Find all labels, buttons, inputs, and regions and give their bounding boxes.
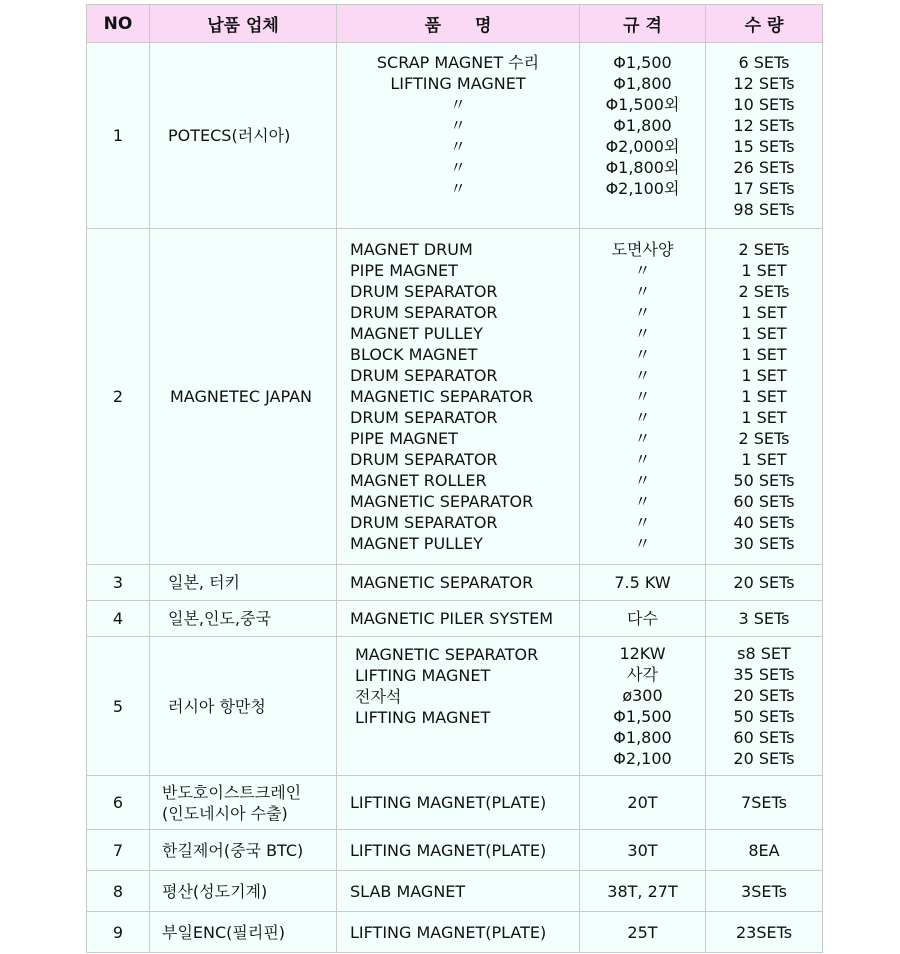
item-name-list [350, 881, 579, 902]
qty-value: 1 SET [741, 261, 787, 280]
qty-value: 2 SETs [738, 282, 790, 301]
qty-value: 1 SET [741, 366, 787, 385]
table-row [87, 229, 823, 565]
spec-value: 다수 [627, 609, 658, 628]
row-number: 4 [87, 601, 150, 637]
qty-value-list [706, 572, 822, 593]
item-name-list [350, 239, 579, 554]
item-cell [337, 565, 580, 601]
row-number: 3 [87, 565, 150, 601]
item-name-list [350, 840, 579, 861]
table-row [87, 601, 823, 637]
item-name: PIPE MAGNET [350, 261, 458, 280]
item-name: PIPE MAGNET [350, 429, 458, 448]
item-name: MAGNETIC PILER SYSTEM [350, 609, 554, 628]
qty-cell [706, 565, 823, 601]
spec-value-list [580, 608, 705, 629]
spec-value-list [580, 840, 705, 861]
header-row [87, 5, 823, 43]
row-number: 8 [87, 871, 150, 912]
qty-value: 12 SETs [733, 73, 795, 93]
item-name: DRUM SEPARATOR [350, 513, 498, 532]
spec-value: 38T, 27T [607, 881, 678, 901]
spec-value: Φ1,500외 [605, 94, 680, 114]
spec-value: 사각 [627, 665, 658, 684]
spec-value: 〃 [634, 387, 651, 406]
row-number: 1 [87, 43, 150, 229]
spec-cell [580, 637, 706, 776]
header-qty: 수 량 [706, 5, 823, 43]
item-name: 〃 [449, 178, 466, 198]
item-name: DRUM SEPARATOR [350, 303, 498, 322]
item-name: LIFTING MAGNET(PLATE) [350, 922, 547, 942]
qty-value: 8EA [748, 840, 780, 860]
qty-cell [706, 43, 823, 229]
spec-cell [580, 43, 706, 229]
spec-value-list [580, 52, 705, 199]
qty-value: 98 SETs [733, 199, 795, 219]
qty-value-list [706, 922, 822, 943]
item-name: MAGNET DRUM [350, 240, 473, 259]
spec-value: Φ1,800 [613, 728, 672, 747]
row-number: 9 [87, 912, 150, 953]
item-cell [337, 776, 580, 830]
item-name: 〃 [449, 115, 466, 135]
table-row [87, 871, 823, 912]
qty-value-list [706, 840, 822, 861]
spec-value: 〃 [634, 366, 651, 385]
item-cell [337, 601, 580, 637]
row-number: 5 [87, 637, 150, 776]
vendor-name: MAGNETEC JAPAN [170, 387, 313, 406]
vendor-name: 일본, 터키 [168, 573, 240, 592]
vendor-cell [150, 565, 337, 601]
spec-value: 〃 [634, 492, 651, 511]
qty-value: 10 SETs [733, 94, 795, 114]
qty-value: 1 SET [741, 450, 787, 469]
qty-cell [706, 229, 823, 565]
item-name: MAGNETIC SEPARATOR [355, 645, 539, 664]
spec-value-list [580, 881, 705, 902]
item-name: 〃 [449, 136, 466, 156]
table-body [87, 43, 823, 953]
spec-value: 〃 [634, 408, 651, 427]
qty-value: 17 SETs [733, 178, 795, 198]
spec-value: Φ2,100외 [605, 178, 680, 198]
qty-value: 60 SETs [733, 492, 795, 511]
item-cell [337, 43, 580, 229]
row-number: 7 [87, 830, 150, 871]
spec-cell [580, 229, 706, 565]
qty-value: s8 SET [737, 644, 791, 663]
qty-value: 3 SETs [738, 609, 790, 628]
table-row [87, 565, 823, 601]
item-name: 전자석 [355, 687, 402, 706]
spec-cell [580, 912, 706, 953]
qty-value: 35 SETs [733, 665, 795, 684]
row-number: 6 [87, 776, 150, 830]
spec-value: 12KW [619, 644, 666, 663]
qty-value-list [706, 881, 822, 902]
vendor-cell [150, 43, 337, 229]
spec-value-list [580, 922, 705, 943]
vendor-name: POTECS(러시아) [168, 126, 291, 145]
qty-value: 2 SETs [738, 429, 790, 448]
spec-value: Φ1,500 [613, 52, 672, 72]
item-name: MAGNET ROLLER [350, 471, 487, 490]
item-name: DRUM SEPARATOR [350, 282, 498, 301]
vendor-name: 부일ENC(필리핀) [162, 922, 286, 942]
delivery-table [86, 4, 823, 953]
qty-value-list [706, 608, 822, 629]
qty-cell [706, 912, 823, 953]
spec-value: 〃 [634, 471, 651, 490]
qty-value: 20 SETs [733, 686, 795, 705]
spec-value: 30T [627, 840, 658, 860]
item-name-list [350, 608, 579, 629]
vendor-cell [150, 776, 337, 830]
qty-value: 1 SET [741, 303, 787, 322]
spec-value: 도면사양 [611, 240, 674, 259]
item-cell [337, 871, 580, 912]
spec-value-list [580, 572, 705, 593]
spec-value: 〃 [634, 303, 651, 322]
table-row [87, 830, 823, 871]
spec-value: Φ1,500 [613, 707, 672, 726]
item-name-list [355, 644, 579, 728]
qty-value: 2 SETs [738, 240, 790, 259]
item-name-list [350, 572, 579, 593]
qty-value-list [706, 52, 822, 220]
item-name: SCRAP MAGNET 수리 [376, 52, 540, 72]
qty-value: 20 SETs [733, 573, 795, 592]
item-name: LIFTING MAGNET(PLATE) [350, 840, 547, 860]
spec-value: 20T [627, 793, 658, 812]
header-vendor: 납품 업체 [150, 5, 337, 43]
qty-value: 1 SET [741, 408, 787, 427]
spec-value-list [580, 239, 705, 554]
item-name-list [350, 922, 579, 943]
item-name: MAGNETIC SEPARATOR [350, 387, 534, 406]
spec-value: Φ1,800 [613, 73, 672, 93]
vendor-cell [150, 601, 337, 637]
vendor-name: 한길제어(중국 BTC) [162, 840, 304, 860]
spec-value: 25T [627, 922, 658, 942]
qty-value: 7SETs [741, 793, 787, 812]
vendor-cell [150, 830, 337, 871]
item-cell [337, 229, 580, 565]
item-name: LIFTING MAGNET [355, 708, 491, 727]
qty-value: 1 SET [741, 345, 787, 364]
qty-value: 6 SETs [738, 52, 790, 72]
qty-value: 30 SETs [733, 534, 795, 553]
qty-value: 26 SETs [733, 157, 795, 177]
qty-value: 12 SETs [733, 115, 795, 135]
item-name: MAGNET PULLEY [350, 324, 483, 343]
spec-value: 〃 [634, 513, 651, 532]
item-name: MAGNETIC SEPARATOR [350, 573, 534, 592]
qty-value: 1 SET [741, 324, 787, 343]
qty-value-list [706, 239, 822, 554]
vendor-cell [150, 637, 337, 776]
spec-cell [580, 871, 706, 912]
spec-cell [580, 565, 706, 601]
qty-value: 20 SETs [733, 749, 795, 768]
vendor-cell [150, 912, 337, 953]
item-name: MAGNET PULLEY [350, 534, 483, 553]
item-cell [337, 912, 580, 953]
qty-value: 1 SET [741, 387, 787, 406]
qty-cell [706, 637, 823, 776]
spec-cell [580, 601, 706, 637]
vendor-cell [150, 229, 337, 565]
item-name: LIFTING MAGNET [355, 666, 491, 685]
qty-value: 23SETs [735, 922, 793, 942]
vendor-name: 평산(성도기계) [162, 881, 268, 901]
table-row [87, 912, 823, 953]
item-name: MAGNETIC SEPARATOR [350, 492, 534, 511]
item-name-list [337, 52, 579, 199]
item-name: DRUM SEPARATOR [350, 366, 498, 385]
qty-cell [706, 601, 823, 637]
spec-value-list [580, 643, 705, 769]
item-name: BLOCK MAGNET [350, 345, 478, 364]
spec-cell [580, 830, 706, 871]
vendor-name: 일본,인도,중국 [168, 609, 271, 628]
qty-value: 50 SETs [733, 471, 795, 490]
item-name: DRUM SEPARATOR [350, 450, 498, 469]
row-number: 2 [87, 229, 150, 565]
spec-value: 〃 [634, 324, 651, 343]
item-name-list [350, 792, 579, 813]
table-row [87, 43, 823, 229]
item-name: LIFTING MAGNET(PLATE) [350, 793, 547, 812]
spec-cell [580, 776, 706, 830]
table-row [87, 776, 823, 830]
spec-value: ø300 [622, 686, 663, 705]
qty-value: 60 SETs [733, 728, 795, 747]
spec-value-list [580, 792, 705, 813]
item-name: LIFTING MAGNET [390, 73, 526, 93]
spec-value: 〃 [634, 261, 651, 280]
spec-value: 〃 [634, 534, 651, 553]
item-cell [337, 830, 580, 871]
spec-value: 〃 [634, 450, 651, 469]
spec-value: 〃 [634, 282, 651, 301]
qty-value: 3SETs [741, 881, 787, 901]
qty-value-list [706, 792, 822, 813]
qty-value-list [706, 643, 822, 769]
spec-value: Φ1,800 [613, 115, 672, 135]
qty-cell [706, 776, 823, 830]
item-name: SLAB MAGNET [350, 881, 466, 901]
vendor-name: 러시아 항만청 [168, 696, 266, 716]
item-name: 〃 [449, 157, 466, 177]
qty-value: 40 SETs [733, 513, 795, 532]
item-name: 〃 [449, 94, 466, 114]
item-name: DRUM SEPARATOR [350, 408, 498, 427]
qty-cell [706, 871, 823, 912]
header-no: NO [87, 5, 150, 43]
header-spec: 규 격 [580, 5, 706, 43]
vendor-name: 반도호이스트크레인 (인도네시아 수출) [162, 782, 302, 823]
spec-value: Φ2,100 [613, 749, 672, 768]
qty-cell [706, 830, 823, 871]
spec-value: 〃 [634, 345, 651, 364]
spec-value: 〃 [634, 429, 651, 448]
qty-value: 50 SETs [733, 707, 795, 726]
item-cell [337, 637, 580, 776]
spec-value: Φ1,800외 [605, 157, 680, 177]
vendor-cell [150, 871, 337, 912]
header-item: 품 명 [337, 5, 580, 43]
qty-value: 15 SETs [733, 136, 795, 156]
spec-value: 7.5 KW [614, 573, 671, 592]
table-row [87, 637, 823, 776]
spec-value: Φ2,000외 [605, 136, 680, 156]
